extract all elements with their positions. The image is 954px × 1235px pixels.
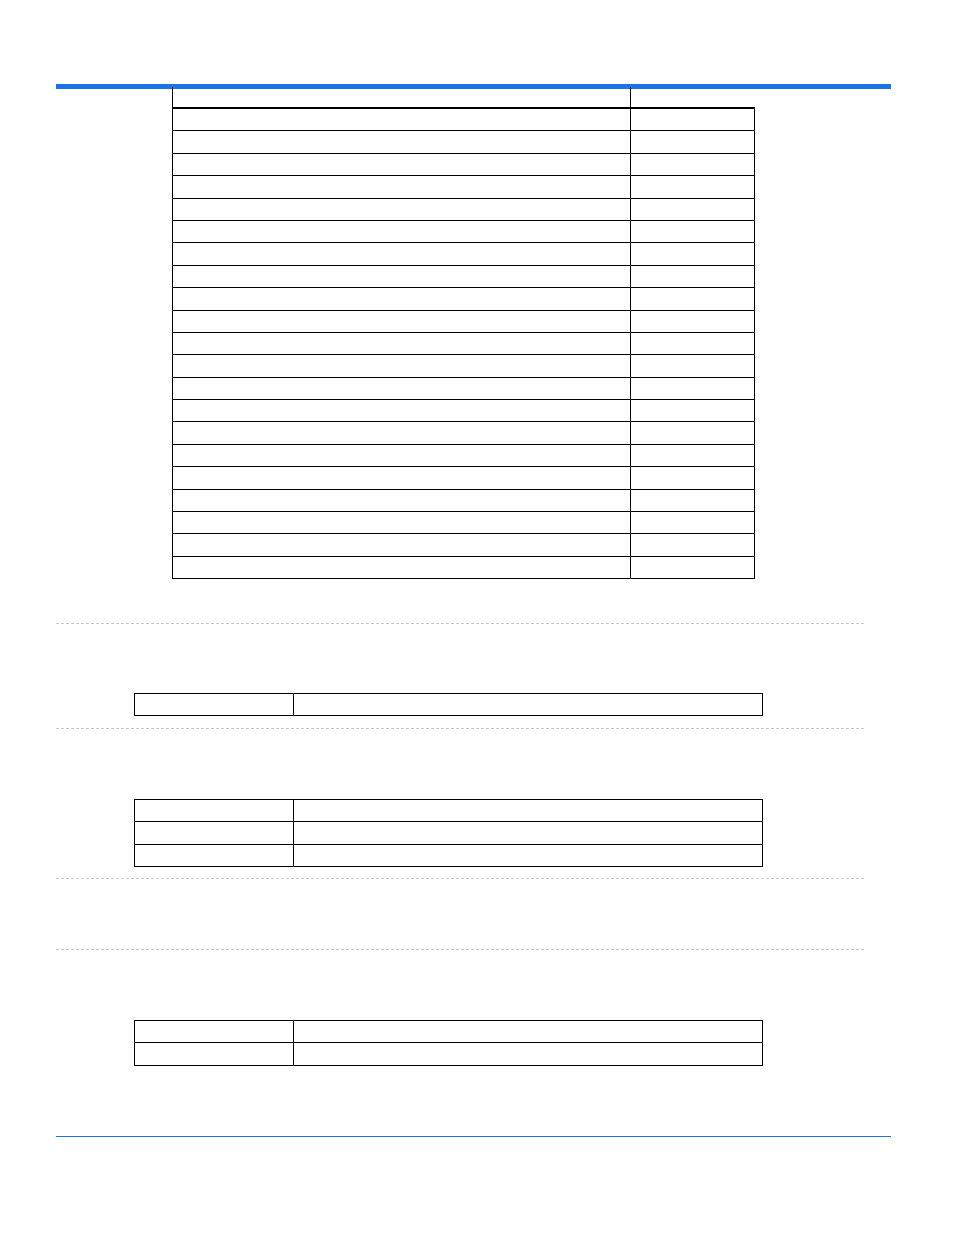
- table-row: [173, 467, 755, 489]
- parameter-name-cell: [173, 400, 631, 422]
- section-divider: [56, 623, 864, 624]
- parameter-value-cell: [631, 556, 755, 578]
- parameter-name-cell: [173, 310, 631, 332]
- parameter-name-cell: [173, 355, 631, 377]
- footer-rule: [56, 1136, 891, 1137]
- table-row: [173, 265, 755, 287]
- table-row: [173, 131, 755, 153]
- table-row: [173, 220, 755, 242]
- table-row: [173, 512, 755, 534]
- value-key-cell: [135, 800, 294, 822]
- table-row: [135, 694, 763, 716]
- parameter-name-cell: [173, 422, 631, 444]
- parameter-name-cell: [173, 220, 631, 242]
- value-desc-cell: [294, 800, 763, 822]
- parameter-value-cell: [631, 332, 755, 354]
- value-desc-cell: [294, 844, 763, 866]
- values-table: [134, 693, 763, 716]
- table-row: [173, 422, 755, 444]
- table-row: [135, 822, 763, 844]
- parameter-name-cell: [173, 556, 631, 578]
- parameter-value-cell: [631, 377, 755, 399]
- parameter-table: [172, 87, 755, 579]
- values-table: [134, 799, 763, 867]
- table-row: [173, 332, 755, 354]
- parameter-value-cell: [631, 444, 755, 466]
- table-header-cell: [173, 87, 631, 108]
- value-key-cell: [135, 844, 294, 866]
- parameter-name-cell: [173, 131, 631, 153]
- table-row: [173, 489, 755, 511]
- value-key-cell: [135, 1043, 294, 1065]
- parameter-value-cell: [631, 153, 755, 175]
- value-key-cell: [135, 1021, 294, 1043]
- parameter-value-cell: [631, 400, 755, 422]
- parameter-value-cell: [631, 176, 755, 198]
- parameter-name-cell: [173, 534, 631, 556]
- parameter-value-cell: [631, 243, 755, 265]
- parameter-name-cell: [173, 176, 631, 198]
- values-table: [134, 1020, 763, 1066]
- value-desc-cell: [294, 1043, 763, 1065]
- parameter-name-cell: [173, 288, 631, 310]
- value-key-cell: [135, 694, 294, 716]
- section-divider: [56, 949, 864, 950]
- table-row: [135, 844, 763, 866]
- table-row: [173, 198, 755, 220]
- parameter-name-cell: [173, 265, 631, 287]
- table-row: [173, 288, 755, 310]
- parameter-name-cell: [173, 153, 631, 175]
- parameter-value-cell: [631, 534, 755, 556]
- section-divider: [56, 878, 864, 879]
- table-row: [173, 400, 755, 422]
- table-row: [173, 556, 755, 578]
- parameter-name-cell: [173, 512, 631, 534]
- parameter-name-cell: [173, 377, 631, 399]
- parameter-value-cell: [631, 310, 755, 332]
- parameter-name-cell: [173, 243, 631, 265]
- table-row: [173, 444, 755, 466]
- table-header-row: [173, 87, 755, 108]
- table-row: [173, 310, 755, 332]
- value-desc-cell: [294, 822, 763, 844]
- parameter-value-cell: [631, 108, 755, 131]
- table-row: [135, 1043, 763, 1065]
- parameter-value-cell: [631, 467, 755, 489]
- parameter-value-cell: [631, 198, 755, 220]
- parameter-value-cell: [631, 288, 755, 310]
- table-row: [135, 1021, 763, 1043]
- parameter-value-cell: [631, 131, 755, 153]
- table-row: [173, 153, 755, 175]
- parameter-value-cell: [631, 489, 755, 511]
- parameter-name-cell: [173, 467, 631, 489]
- table-header-cell: [631, 87, 755, 108]
- parameter-name-cell: [173, 198, 631, 220]
- parameter-value-cell: [631, 220, 755, 242]
- parameter-value-cell: [631, 512, 755, 534]
- table-row: [173, 355, 755, 377]
- parameter-name-cell: [173, 332, 631, 354]
- table-row: [173, 377, 755, 399]
- parameter-value-cell: [631, 355, 755, 377]
- parameter-name-cell: [173, 108, 631, 131]
- table-row: [135, 800, 763, 822]
- table-row: [173, 108, 755, 131]
- section-divider: [56, 728, 864, 729]
- table-row: [173, 243, 755, 265]
- parameter-value-cell: [631, 265, 755, 287]
- parameter-name-cell: [173, 489, 631, 511]
- value-desc-cell: [294, 694, 763, 716]
- parameter-name-cell: [173, 444, 631, 466]
- value-desc-cell: [294, 1021, 763, 1043]
- table-row: [173, 176, 755, 198]
- table-row: [173, 534, 755, 556]
- parameter-value-cell: [631, 422, 755, 444]
- value-key-cell: [135, 822, 294, 844]
